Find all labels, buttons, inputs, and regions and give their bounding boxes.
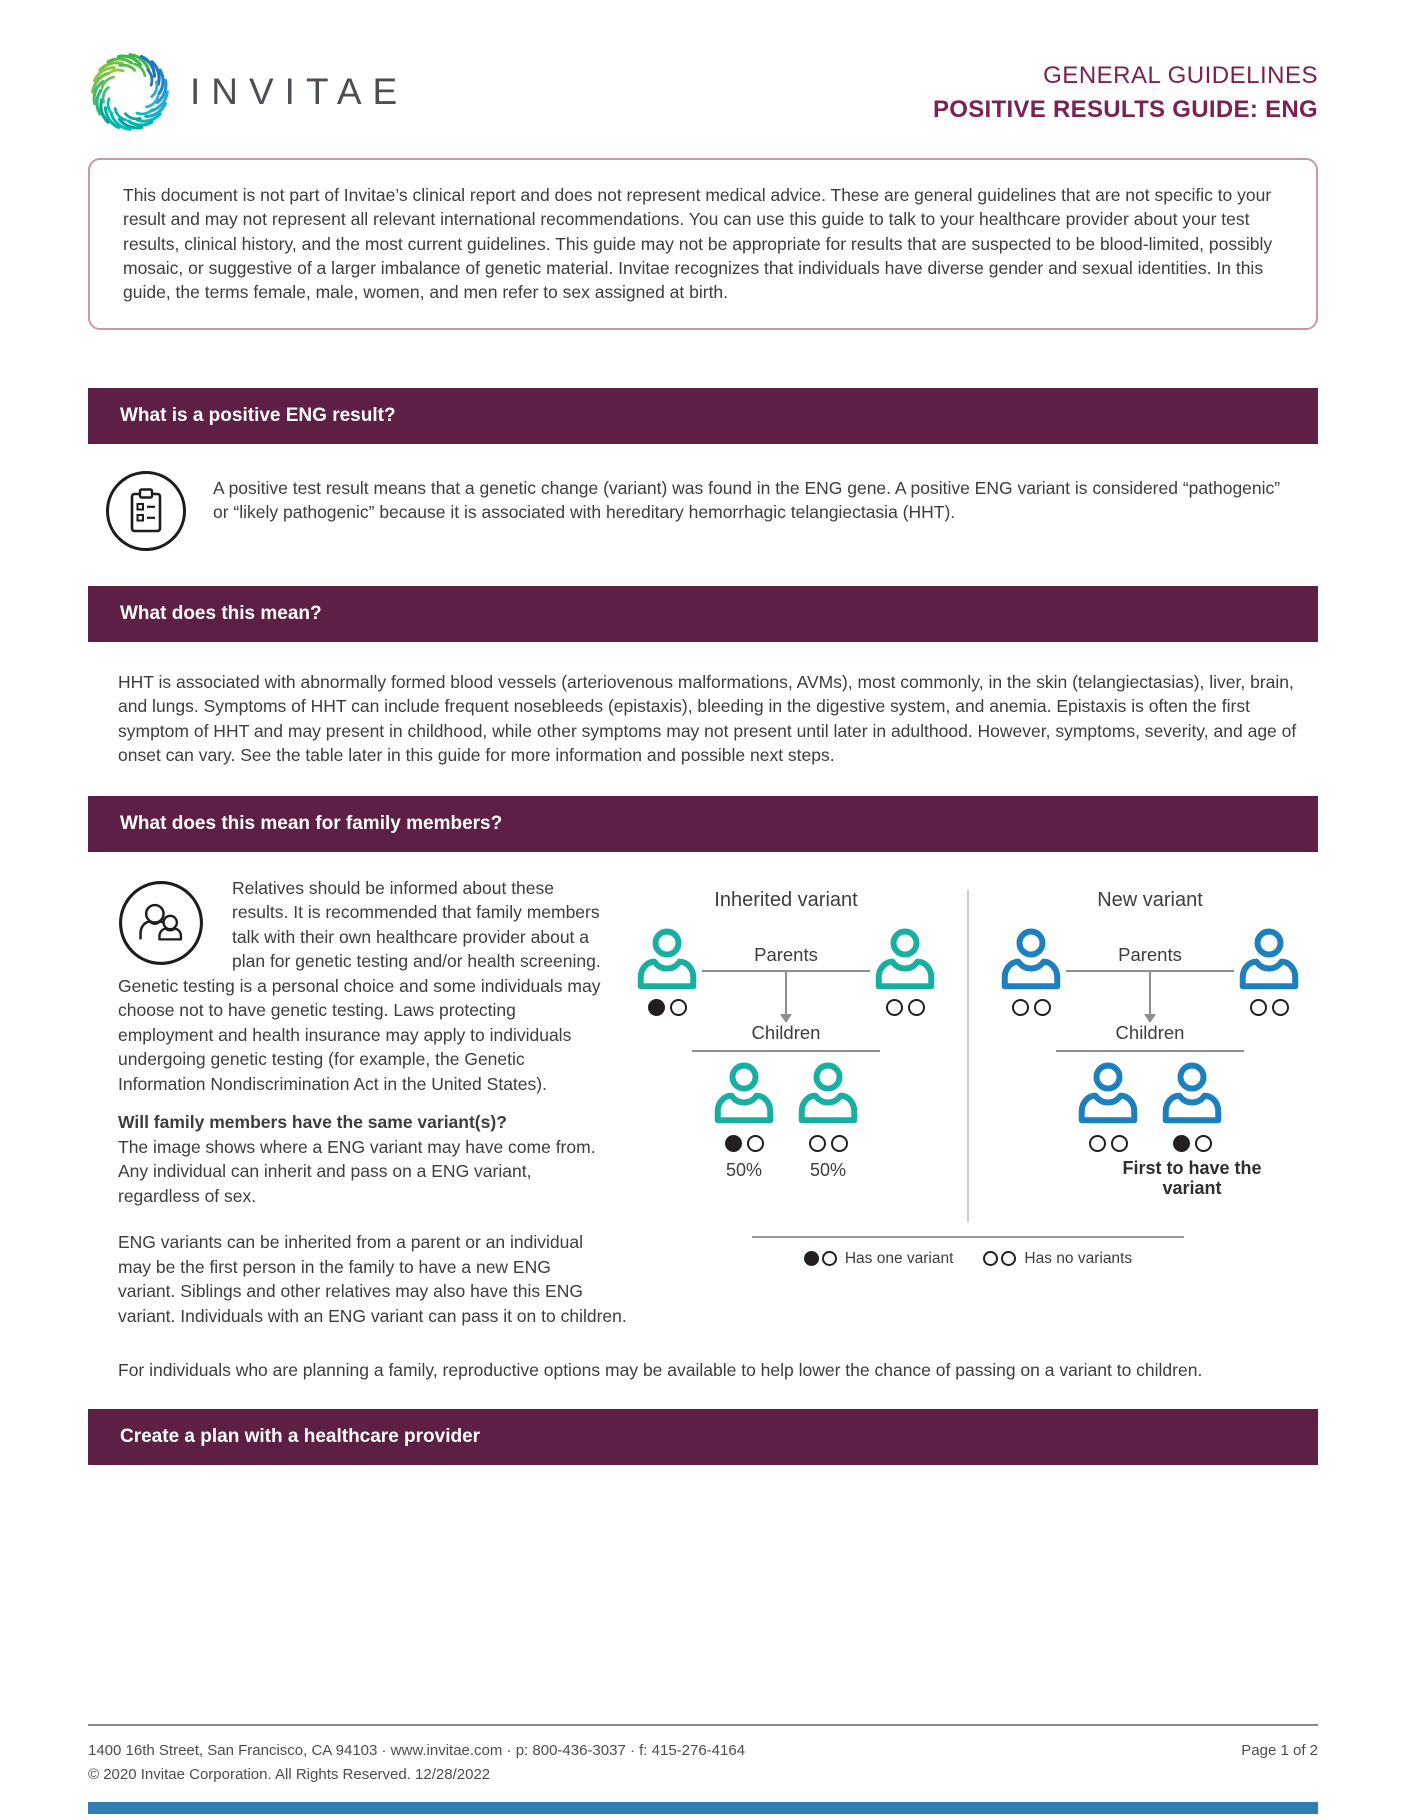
variant-dots-child	[709, 1135, 779, 1152]
positive-result-text: A positive test result means that a genetic change (variant) was found in the ENG gene. A positive ENG variant is considered “pathogenic” or “likely pathogenic” because it is associated with hereditary hemorrhagic telangiectasia (HHT).	[213, 477, 1281, 523]
document-titles	[933, 50, 1318, 124]
children-connector-line	[692, 1050, 880, 1052]
section-header-plan: Create a plan with a healthcare provider	[88, 1409, 1318, 1465]
diagram-divider	[967, 890, 969, 1222]
variant-dot-empty	[1012, 999, 1029, 1016]
child-person-icon	[793, 1062, 863, 1126]
variant-dot-empty	[1111, 1135, 1128, 1152]
meaning-text: HHT is associated with abnormally formed blood vessels (arteriovenous malformations, AVMs), most commonly, in the skin (telangiectasias), liver, brain, and lungs. Symptoms of HHT can include frequent nosebleeds (epistaxis), bleeding in the digestive system, and anemia. Epistaxis is often the first symptom of HHT and may present in childhood, while other symptoms may not present until later in adulthood. However, symptoms, severity, and age of onset can vary. See the table later in this guide for more information and possible next steps.	[118, 671, 1297, 766]
variant-dot-empty	[747, 1135, 764, 1152]
child-person-icon	[709, 1062, 779, 1126]
section-header-family: What does this mean for family members?	[88, 796, 1318, 852]
descent-line	[785, 971, 787, 1015]
new-variant-title: New variant	[1097, 888, 1203, 911]
header	[88, 0, 1318, 134]
invitae-swirl-icon	[88, 50, 172, 134]
variant-dots-child	[1073, 1135, 1143, 1152]
variant-dots-parent	[1234, 999, 1304, 1016]
variant-dot-filled	[1173, 1135, 1190, 1152]
variant-dot-empty	[809, 1135, 826, 1152]
variant-dot-filled	[725, 1135, 742, 1152]
family-paragraph-4: For individuals who are planning a family, reproductive options may be available to help lower the chance of passing on a variant to children.	[118, 1360, 1203, 1381]
legend-item-has-none	[983, 1248, 1132, 1270]
brand-wordmark: INVITAE	[190, 71, 409, 112]
doc-subtitle: POSITIVE RESULTS GUIDE: ENG	[932, 96, 1318, 123]
variant-dot-empty	[670, 999, 687, 1016]
variant-dots-child	[1157, 1135, 1227, 1152]
tree-inherited-variant	[626, 886, 946, 1230]
section-header-meaning: What does this mean?	[88, 586, 1318, 642]
child-person-icon	[1073, 1062, 1143, 1126]
section-family-body	[118, 876, 1310, 1383]
legend-rule	[752, 1236, 1184, 1238]
footer-page-number: Page 1 of 2	[1241, 1742, 1318, 1759]
variant-dots-child	[793, 1135, 863, 1152]
variant-dots-parent	[632, 999, 702, 1016]
variant-dot-empty	[1034, 999, 1051, 1016]
children-label: Children	[1115, 1021, 1185, 1043]
tree-new-variant	[990, 886, 1310, 1230]
inheritance-chance: 50%	[809, 1159, 847, 1180]
variant-dot-empty	[908, 999, 925, 1016]
section-header-positive-result: What is a positive ENG result?	[88, 388, 1318, 444]
children-label: Children	[751, 1021, 821, 1043]
family-paragraph-1: Relatives should be informed about these results. It is recommended that family members talk with their own healthcare provider about a plan for genetic testing and/or health screening. Genetic testing is a personal choice and some individuals may choose not to have genetic testing. Laws protecting employment and health insurance may apply to individuals undergoing genetic testing (for example, the Genetic Information Nondiscrimination Act in the United States).	[118, 877, 601, 1094]
footer-accent-bar	[88, 1802, 1318, 1814]
section-positive-body	[88, 470, 1318, 552]
variant-dot-filled	[804, 1251, 819, 1266]
variant-dot-empty	[983, 1251, 998, 1266]
family-paragraph-2: The image shows where a ENG variant may have come from. Any individual can inherit and pass on a ENG variant, regardless of sex.	[118, 1136, 596, 1206]
disclaimer-text: This document is not part of Invitae’s clinical report and does not represent medical advice. These are general guidelines that are not specific to your result and may not represent all relevant international recommendations. You can use this guide to talk to your healthcare provider about your test results, clinical history, and the most current guidelines. This guide may not be appropriate for results that are suspected to be blood-limited, possibly mosaic, or suggestive of a larger imbalance of genetic material. Invitae recognizes that individuals have diverse gender and sexual identities. In this guide, the terms female, male, women, and men refer to sex assigned at birth.	[123, 185, 1273, 303]
variant-dot-empty	[1272, 999, 1289, 1016]
variant-dots-parent	[996, 999, 1066, 1016]
clipboard-icon	[105, 470, 187, 552]
footer	[88, 1724, 1318, 1783]
family-paragraph-3: ENG variants can be inherited from a parent or an individual may be the first person in the family to have a new ENG variant. Siblings and other relatives may also have this ENG variant. Individuals with an ENG variant can pass it on to children.	[118, 1232, 627, 1326]
family-group-icon	[118, 880, 204, 966]
inheritance-chance: 50%	[725, 1159, 763, 1180]
legend-item-has-one	[804, 1248, 954, 1270]
doc-type-title: GENERAL GUIDELINES	[1043, 62, 1318, 89]
child-person-icon	[1157, 1062, 1227, 1126]
footer-copyright: © 2020 Invitae Corporation. All Rights Reserved. 12/28/2022	[88, 1766, 491, 1783]
legend-label: Has one variant	[844, 1249, 954, 1267]
variant-dot-filled	[648, 999, 665, 1016]
parents-label: Parents	[754, 943, 818, 965]
diagram-legend	[752, 1236, 1184, 1270]
variant-dot-empty	[822, 1251, 837, 1266]
descent-line	[1149, 971, 1151, 1015]
footer-contact: 1400 16th Street, San Francisco, CA 94103 · www.invitae.com · p: 800-436-3037 · f: 415-276-4164	[88, 1742, 746, 1759]
variant-dot-empty	[831, 1135, 848, 1152]
inheritance-diagram	[626, 886, 1310, 1284]
brand-logo	[88, 50, 408, 134]
first-to-have-variant-label: First to have the variant	[1122, 1157, 1262, 1199]
parents-label: Parents	[1118, 943, 1182, 965]
variant-dot-empty	[1250, 999, 1267, 1016]
disclaimer-box	[88, 158, 1318, 330]
family-subhead: Will family members have the same variant(s)?	[118, 1112, 507, 1133]
variant-dot-empty	[1089, 1135, 1106, 1152]
variant-dots-parent	[870, 999, 940, 1016]
legend-label: Has no variants	[1024, 1249, 1133, 1267]
children-connector-line	[1056, 1050, 1244, 1052]
inherited-variant-title: Inherited variant	[714, 888, 858, 911]
variant-dot-empty	[1001, 1251, 1016, 1266]
variant-dot-empty	[1195, 1135, 1212, 1152]
variant-dot-empty	[886, 999, 903, 1016]
